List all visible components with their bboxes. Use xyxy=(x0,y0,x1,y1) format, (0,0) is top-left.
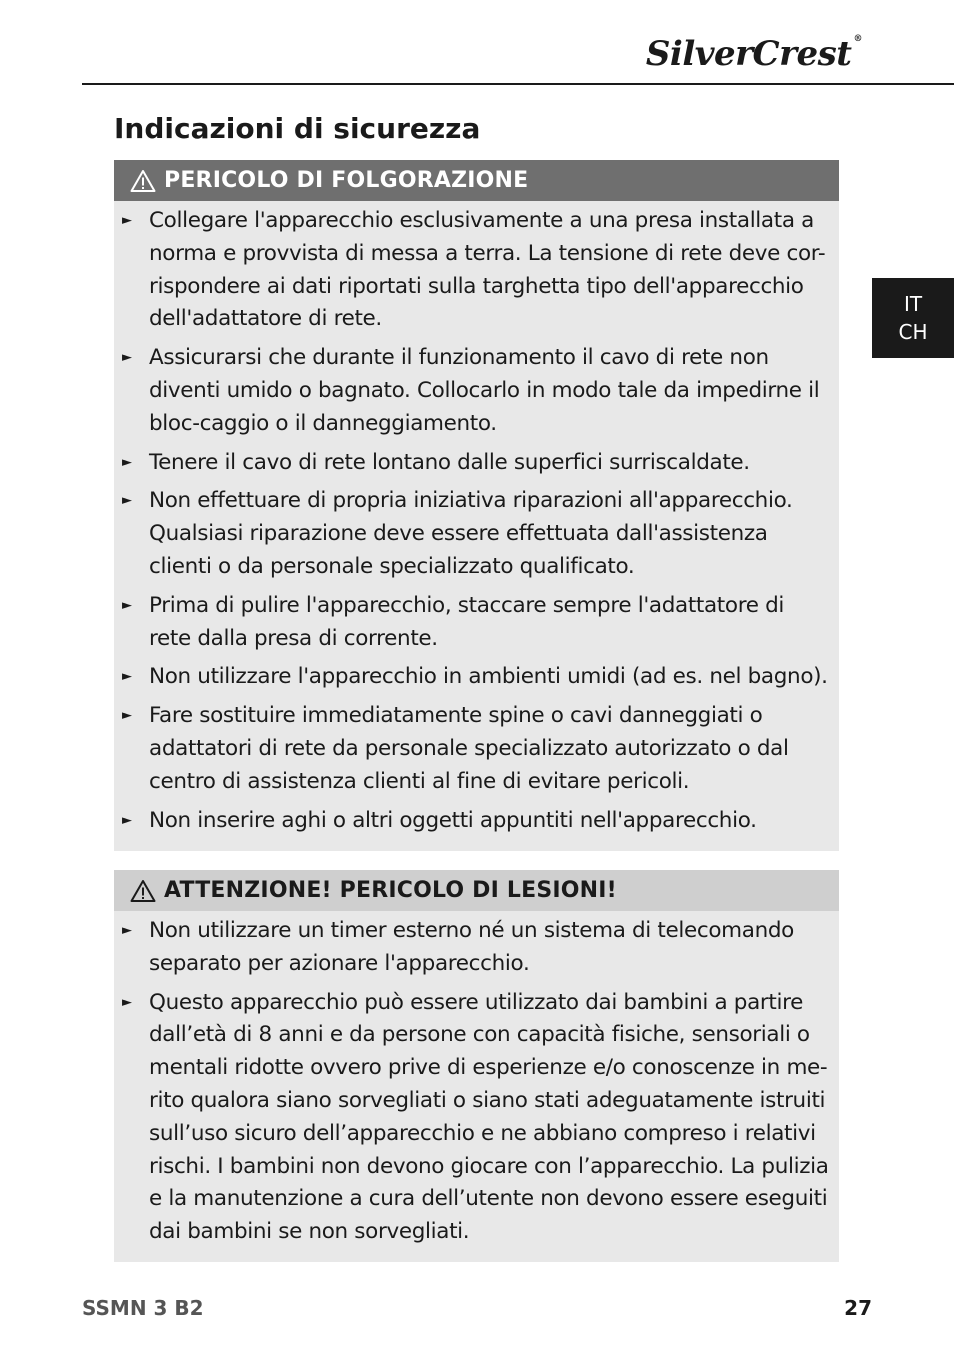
list-item xyxy=(122,205,829,336)
injury-warning-box xyxy=(114,870,839,1262)
list-item xyxy=(122,915,829,981)
warning-box-title: ATTENZIONE! PERICOLO DI LESIONI! xyxy=(164,878,617,903)
warning-list xyxy=(114,201,839,837)
bullet-arrow-icon: ► xyxy=(122,597,132,613)
language-tab xyxy=(872,278,954,358)
bullet-arrow-icon: ► xyxy=(122,350,132,366)
list-item xyxy=(122,342,829,440)
bullet-arrow-icon: ► xyxy=(122,454,132,470)
list-item xyxy=(122,700,829,798)
list-item-text: Tenere il cavo di rete lontano dalle superfici surriscaldate. xyxy=(149,449,750,475)
list-item xyxy=(122,987,829,1249)
header-rule xyxy=(82,83,954,85)
list-item-text: Fare sostituire immediatamente spine o cavi danneggiati o adattatori di rete da personale specializzato autorizzato o dal centro di assistenza clienti al fine di evitare pericoli. xyxy=(149,703,789,794)
bullet-arrow-icon: ► xyxy=(122,923,132,938)
bullet-arrow-icon: ► xyxy=(122,493,132,509)
brand-name: SilverCrest xyxy=(645,34,852,74)
list-item-text: Prima di pulire l'apparecchio, staccare sempre l'adattatore di rete dalla presa di corrente. xyxy=(149,592,784,651)
list-item-text: Assicurarsi che durante il funzionamento il cavo di rete non diventi umido o bagnato. Collocarlo in modo tale da impedirne il bloc-caggio o il danneggiamento. xyxy=(149,345,820,436)
list-item xyxy=(122,661,829,694)
list-item xyxy=(122,447,829,480)
list-item-text: Non utilizzare l'apparecchio in ambienti umidi (ad es. nel bagno). xyxy=(149,664,828,690)
brand-logo xyxy=(646,34,862,74)
warning-triangle-icon xyxy=(130,169,156,193)
electric-shock-warning-box xyxy=(114,160,839,851)
page-title: Indicazioni di sicurezza xyxy=(114,112,481,145)
warning-box-title: PERICOLO DI FOLGORAZIONE xyxy=(164,168,529,193)
list-item-text: Non inserire aghi o altri oggetti appuntiti nell'apparecchio. xyxy=(149,807,757,833)
list-item xyxy=(122,485,829,583)
registered-mark: ® xyxy=(853,34,862,44)
language-tab-line-2: CH xyxy=(898,320,928,344)
list-item xyxy=(122,805,829,838)
list-item-text: Non utilizzare un timer esterno né un sistema di telecomando separato per azionare l'apparecchio. xyxy=(149,918,794,976)
list-item xyxy=(122,590,829,656)
footer-page-number: 27 xyxy=(844,1296,872,1320)
bullet-arrow-icon: ► xyxy=(122,994,132,1010)
bullet-arrow-icon: ► xyxy=(122,708,132,724)
list-item-text: Non effettuare di propria iniziativa riparazioni all'apparecchio. Qualsiasi riparazione deve essere effettuata dall'assistenza clienti o da personale specializzato qualificato. xyxy=(149,488,793,579)
warning-triangle-icon xyxy=(130,879,156,903)
bullet-arrow-icon: ► xyxy=(122,213,132,228)
warning-box-header xyxy=(114,870,839,911)
list-item-text: Questo apparecchio può essere utilizzato dai bambini a partire dall’età di 8 anni e da persone con capacità fisiche, sensoriali o mentali ridotte ovvero prive di esperienze e/o conoscenze in me-rito qualora siano sorvegliati o siano stati adeguatamente istruiti sull’uso sicuro dell’apparecchio e ne abbiano compreso i relativi rischi. I bambini non devono giocare con l’apparecchio. La pulizia e la manutenzione a cura dell’utente non devono essere eseguiti dai bambini se non sorvegliati. xyxy=(149,989,829,1245)
warning-list xyxy=(114,911,839,1249)
bullet-arrow-icon: ► xyxy=(122,812,132,828)
footer-model-number: SSMN 3 B2 xyxy=(82,1296,204,1320)
bullet-arrow-icon: ► xyxy=(122,669,132,685)
warning-box-header xyxy=(114,160,839,201)
language-tab-line-1: IT xyxy=(903,292,923,316)
list-item-text: Collegare l'apparecchio esclusivamente a una presa installata a norma e provvista di messa a terra. La tensione di rete deve cor-rispondere ai dati riportati sulla targhetta tipo dell'apparecchio dell'adattatore di rete. xyxy=(149,208,826,332)
